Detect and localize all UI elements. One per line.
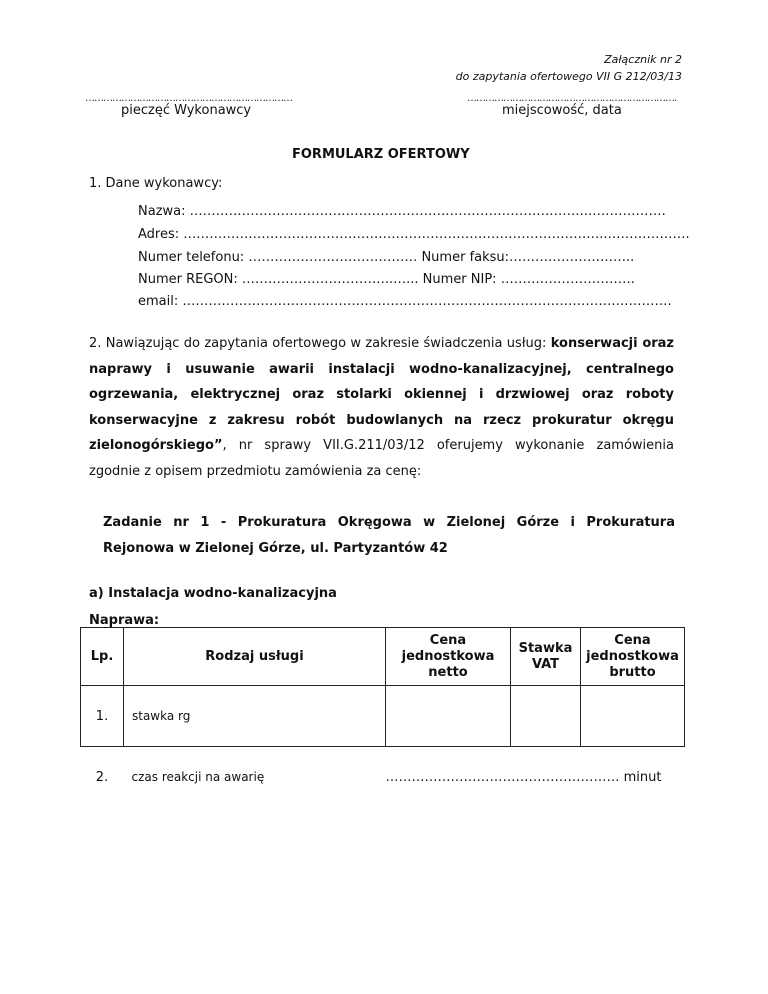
- inquiry-reference: do zapytania ofertowego VII G 212/03/13: [455, 70, 682, 83]
- stamp-dotted-line: ……………………………………………………………: [85, 93, 292, 104]
- field-phone-fax: Numer telefonu: ………………………………… Numer faksu:………………………..: [138, 250, 635, 265]
- form-title: FORMULARZ OFERTOWY: [292, 147, 470, 162]
- table-header-row: [81, 628, 685, 686]
- row1-net-price-cell[interactable]: [386, 686, 511, 747]
- offer-table: [80, 627, 685, 808]
- stamp-label: pieczęć Wykonawcy: [121, 103, 252, 118]
- row2-response-time[interactable]: ……………………………………………… minut: [385, 769, 662, 785]
- field-address: Adres: ……………………………………………………………………………………..……………….: [138, 227, 690, 242]
- section2-intro: 2. Nawiązując do zapytania ofertowego w zakresie świadczenia usług:: [89, 336, 551, 351]
- row1-gross-price-cell[interactable]: [581, 686, 685, 747]
- table-caption: Naprawa:: [89, 613, 160, 628]
- row1-lp: 1.: [81, 686, 124, 747]
- section2-tail: , nr sprawy VII.G.211/03/12 oferujemy wykonanie zamówienia zgodnie z opisem przedmiotu zamówienia za cenę:: [89, 438, 674, 479]
- section2-bold-scope: konserwacji oraz naprawy i usuwanie awarii instalacji wodno-kanalizacyjnej, centralnego ogrzewania, elektrycznej oraz stolarki okiennej i drzwiowej oraz roboty konserwacyjne z zakresu robót budowlanych na rzecz prokuratur okręgu zielonogórskiego”: [89, 336, 674, 453]
- subsection-heading: a) Instalacja wodno-kanalizacyjna: [89, 586, 337, 601]
- header-vat: Stawka VAT: [511, 628, 581, 686]
- row2-lp: 2.: [95, 769, 109, 785]
- row2-service: czas reakcji na awarię: [131, 770, 265, 785]
- section2-paragraph: [89, 331, 674, 484]
- table-row: [81, 686, 685, 747]
- attachment-number: Załącznik nr 2: [604, 53, 682, 66]
- row1-service: stawka rg: [124, 686, 386, 747]
- row1-vat-cell[interactable]: [511, 686, 581, 747]
- header-gross-price: Cena jednostkowa brutto: [581, 628, 685, 686]
- task-title: Zadanie nr 1 - Prokuratura Okręgowa w Zielonej Górze i Prokuratura Rejonowa w Zielonej Górze, ul. Partyzantów 42: [103, 515, 675, 556]
- section1-heading: 1. Dane wykonawcy:: [89, 176, 223, 191]
- field-name: Nazwa: ………………………………………………………………………………..………………: [138, 204, 666, 219]
- place-date-label: miejscowość, data: [502, 103, 622, 118]
- header-net-price: Cena jednostkowa netto: [386, 628, 511, 686]
- header-lp: Lp.: [81, 628, 124, 686]
- header-service: Rodzaj usługi: [124, 628, 386, 686]
- place-date-dotted-line: …………………………………………………………….: [467, 93, 677, 104]
- table-row: [81, 747, 685, 808]
- field-regon-nip: Numer REGON: ……………………………..…... Numer NIP: ………………………….: [138, 272, 635, 287]
- field-email: email: ……………………………………………………………………………………….………….: [138, 294, 672, 309]
